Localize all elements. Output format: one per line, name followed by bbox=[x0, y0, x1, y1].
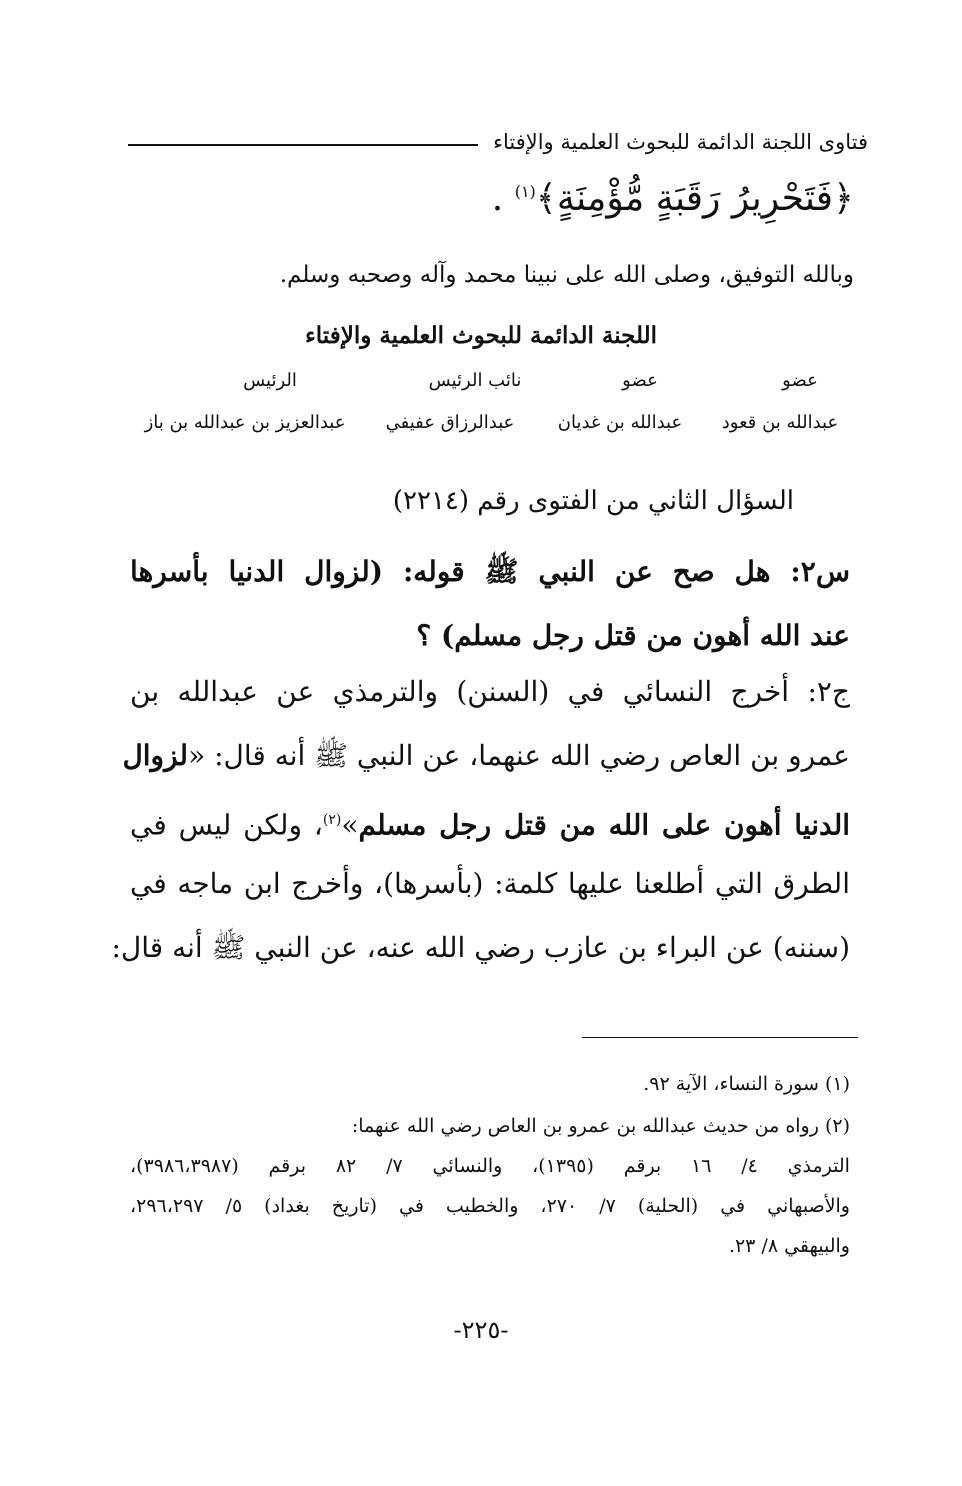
answer-line bbox=[130, 788, 850, 852]
footnote-line: (١) سورة النساء، الآية ٩٢. bbox=[643, 1073, 850, 1095]
member-4-name: عبدالعزيز بن عبدالله بن باز bbox=[144, 412, 346, 433]
question bbox=[130, 540, 850, 668]
answer bbox=[111, 660, 851, 980]
member-1-name: عبدالله بن قعود bbox=[721, 412, 839, 433]
page-number: -٢٢٥- bbox=[453, 1316, 509, 1344]
running-header bbox=[128, 122, 868, 162]
member-3-role: نائب الرئيس bbox=[428, 370, 522, 391]
answer-text: عمرو بن العاص رضي الله عنهما، عن النبي ﷺ أنه قال: « bbox=[188, 739, 850, 772]
verse-text: ﴿فَتَحْرِيرُ رَقَبَةٍ مُّؤْمِنَةٍ﴾ bbox=[535, 178, 854, 219]
footnote-1 bbox=[130, 1064, 850, 1104]
member-3-name: عبدالرزاق عفيفي bbox=[385, 412, 515, 433]
verse-footnote-ref: (١) bbox=[514, 182, 536, 201]
footnote-separator bbox=[582, 1037, 858, 1038]
answer-line bbox=[122, 724, 850, 788]
member-2-role: عضو bbox=[622, 370, 658, 391]
hadith-bold: لزوال bbox=[122, 739, 189, 772]
question-line: عند الله أهون من قتل رجل مسلم) ؟ bbox=[416, 619, 850, 652]
question-reference: السؤال الثاني من الفتوى رقم (٢٢١٤) bbox=[392, 486, 794, 516]
footnote-ref: (٢) bbox=[322, 812, 342, 828]
header-rule bbox=[128, 144, 478, 146]
footnote-line: (٢) رواه من حديث عبدالله بن عمرو بن العاص رضي الله عنهما: bbox=[351, 1115, 850, 1137]
answer-line: ج٢: أخرج النسائي في (السنن) والترمذي عن عبدالله بن bbox=[130, 675, 850, 708]
member-4-role: الرئيس bbox=[243, 370, 297, 391]
closing-blessing: وبالله التوفيق، وصلى الله على نبينا محمد وآله وصحبه وسلم. bbox=[279, 262, 854, 288]
answer-text: ، ولكن ليس في bbox=[130, 808, 323, 842]
member-1-role: عضو bbox=[782, 370, 818, 391]
answer-line: الطرق التي أطلعنا عليها كلمة: (بأسرها)، وأخرج ابن ماجه في bbox=[130, 867, 850, 900]
question-line: س٢: هل صح عن النبي ﷺ قوله: (لزوال الدنيا بأسرها bbox=[130, 555, 850, 588]
hadith-bold: الدنيا أهون على الله من قتل رجل مسلم bbox=[358, 808, 851, 842]
committee-title: اللجنة الدائمة للبحوث العلمية والإفتاء bbox=[304, 322, 658, 349]
footnote-line: والأصبهاني في (الحلية) ٧/ ٢٧٠، والخطيب في (تاريخ بغداد) ٥/ ٢٩٦،٢٩٧، bbox=[130, 1195, 850, 1217]
footnote-2 bbox=[130, 1106, 850, 1266]
answer-text: » bbox=[341, 808, 359, 842]
member-2-name: عبدالله بن غديان bbox=[557, 412, 683, 433]
footnote-line: والبيهقي ٨/ ٢٣. bbox=[728, 1235, 850, 1257]
verse-end: . bbox=[491, 178, 504, 219]
quran-verse bbox=[492, 178, 854, 219]
answer-line: (سننه) عن البراء بن عازب رضي الله عنه، عن النبي ﷺ أنه قال: bbox=[111, 931, 850, 964]
footnote-line: الترمذي ٤/ ١٦ برقم (١٣٩٥)، والنسائي ٧/ ٨٢ برقم (٣٩٨٦،٣٩٨٧)، bbox=[130, 1155, 850, 1177]
header-title: فتاوى اللجنة الدائمة للبحوث العلمية والإفتاء bbox=[493, 130, 868, 154]
